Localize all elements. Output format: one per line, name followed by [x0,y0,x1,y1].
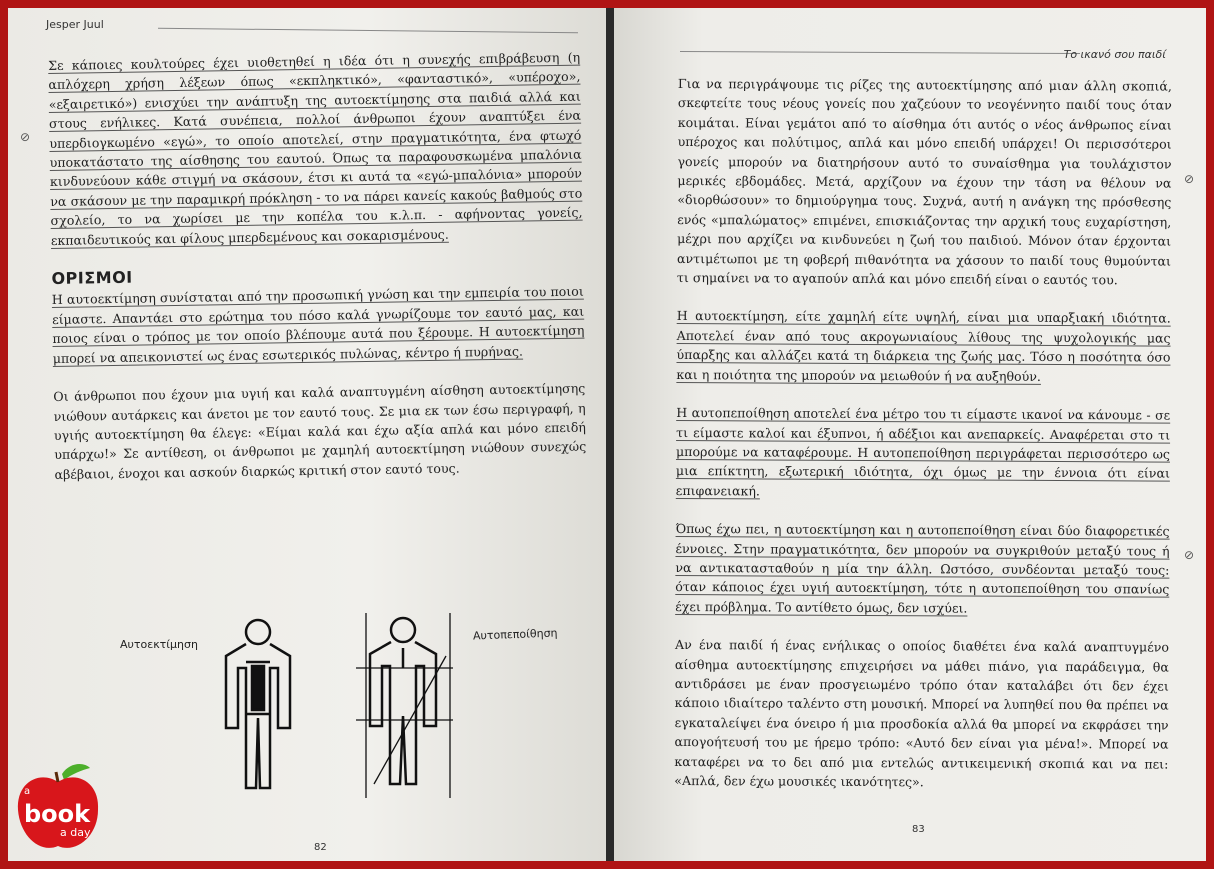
logo-text-top: a [24,786,31,797]
paragraph: Η αυτοεκτίμηση, είτε χαμηλή είτε υψηλή, είναι μια υπαρξιακή ιδιότητα. Αποτελεί έναν από τους ακρογωνιαίους λίθους της ψυχολογικής μας ύπαρξης και αλλάζει κατά τη διάρκεια της ζωής μας. Τόσο η ποσότητα όσο και η ποιότητα της μπορούν να μειωθούν ή να αυξηθούν. [676,308,1171,384]
paragraph: Η αυτοπεποίθηση αποτελεί ένα μέτρο του τι είμαστε ικανοί να κάνουμε - σε τι είμαστε καλοί και έξυπνοι, ή αδέξιοι και ανεπαρκείς. Αναφέρεται στο τι μπορούμε να καταφέρουμε. Η αυτοπεποίθηση περιγράφεται περισσότερο ως μια επίκτητη, εξωτερική ιδιότητα, όχι όμως με την έννοια ότι είναι επιφανειακή. [675,405,1171,499]
a-book-a-day-logo [10,760,105,855]
margin-checkmark-icon: ⊘ [1184,172,1195,186]
section-heading: ΟΡΙΣΜΟΙ [51,267,133,289]
apple-icon [10,760,105,855]
header-rule [158,28,578,33]
right-page-text [674,74,1172,812]
paragraph: Σε κάποιες κουλτούρες έχει υιοθετηθεί η ιδέα ότι η συνεχής επιβράβευση (η απλόχερη χρήση λέξεων όπως «εκπληκτικό», «φανταστικό», «υπέροχο», «εξαιρετικό») ενισχύει την ανάπτυξη της αυτοεκτίμησης στα παιδιά αλλά και στους ενήλικες. Κατά συνέπεια, πολλοί άνθρωποι έχουν αναπτύξει ένα υπερδιογκωμένο «εγώ», το οποίο αποτελεί, στην πραγματικότητα, ένα φτωχό υποκατάστατο της αίσθησης του εαυτού. Όπως τα παραφουσκωμένα μπαλόνια κινδυνεύουν κάθε στιγμή να σκάσουν, έτσι κι αυτά τα «εγώ-μπαλόνια» μπορούν να σκάσουν με την παραμικρή πρόκληση - το να πάρει κανείς κακούς βαθμούς στο σχολείο, το να χωρίσει με την κοπέλα του κ.λ.π. - αφήνοντας γονείς, εκπαιδευτικούς και φίλους μπερδεμένους και σοκαρισμένους. [48,49,583,248]
person-pillar-icon [226,620,290,788]
book-spread [8,8,1206,861]
paragraph: Όπως έχω πει, η αυτοεκτίμηση και η αυτοπεποίθηση είναι δύο διαφορετικές έννοιες. Στην πραγματικότητα, δεν μπορούν να συγκριθούν μεταξύ τους ή να αντικατασταθούν η μία την άλλη. Ωστόσο, συνδέονται μεταξύ τους: όταν κάποιος έχει υγιή αυτοεκτίμηση, τότε η αυτοπεποίθηση του σπανίως έχει πρόβλημα. Το αντίθετο όμως, δεν ισχύει. [675,521,1170,616]
paragraph: Αν ένα παιδί ή ένας ενήλικας ο οποίος διαθέτει ένα καλά αναπτυγμένο αίσθημα αυτοεκτίμησης επιχειρήσει να μάθει πιάνο, για παράδειγμα, θα αντιδράσει με έναν προσγειωμένο τρόπο όταν καταλάβει ότι δεν έχει κάποιο ιδιαίτερο ταλέντο στη μουσική. Μπορεί να λυπηθεί που θα πρέπει να εγκαταλείψει ένα όνειρο ή μια προσδοκία αλλά θα μπορεί να εκφράσει την απογοήτευσή του με ήρεμο τρόπο: «Αυτό δεν είναι για μένα!». Μπορεί να καταφέρει να το δει από μια εντελώς αντικειμενική σκοπιά και να πει: «Απλά, δεν έχω μουσικές ικανότητες». [674,637,1170,790]
running-head-author: Jesper Juul [46,18,104,31]
figure-label-self-confidence: Αυτοπεποίθηση [472,626,558,643]
left-page-text [48,48,587,503]
running-head-title: Το ικανό σου παιδί [1063,48,1166,61]
paragraph: Η αυτοεκτίμηση συνίσταται από την προσωπική γνώση και την εμπειρία του ποιοι είμαστε. Απαντάει στο ερώτημα του πόσο καλά γνωρίζουμε τον εαυτό μας, και ποιος είναι ο τρόπος με τον οποίο βλέπουμε αυτά που ξέρουμε. Η αυτοεκτίμηση μπορεί να απεικονιστεί ως ένας εσωτερικός πυλώνας, κέντρο ή πυρήνας. [51,284,585,366]
figure-person-icons [98,608,568,808]
person-grid-icon [370,618,436,784]
paragraph: Οι άνθρωποι που έχουν μια υγιή και καλά αναπτυγμένη αίσθηση αυτοεκτίμησης νιώθουν αυτάρκεις και άνετοι με τον εαυτό τους. Σε μια εκ των έσω περιγραφή, η υγιής αυτοεκτίμηση θα έλεγε: «Είμαι καλά και έχω αξία απλά και μόνο επειδή υπάρχω!» Σε αντίθεση, οι άνθρωποι με χαμηλή αυτοεκτίμηση νιώθουν συνεχώς αβέβαιοι, ένοχοι και ασκούν διαρκώς κριτική στον εαυτό τους. [53,380,587,482]
margin-checkmark-icon: ⊘ [1184,548,1195,562]
figure-label-self-esteem: Αυτοεκτίμηση [120,638,198,651]
header-rule [680,51,1080,54]
right-page [614,8,1206,861]
page-number-right: 83 [912,824,925,835]
logo-text-bottom: a day [60,826,91,839]
left-page [8,8,606,861]
figure-self-esteem-vs-confidence [98,608,568,808]
page-number-left: 82 [314,842,327,853]
paragraph: Για να περιγράψουμε τις ρίζες της αυτοεκτίμησης από μιαν άλλη σκοπιά, σκεφτείτε τους νέους γονείς που χαζεύουν το νεογέννητο παιδί τους όταν κοιμάται. Είναι γεμάτοι από το αίσθημα ότι αυτός ο νέος άνθρωπος είναι υπέροχος και πολύτιμος, απλά και μόνο επειδή υπάρχει! Οι περισσότεροι γονείς μπορούν να διατηρήσουν αυτό το συναίσθημα για τουλάχιστον μερικές εβδομάδες. Μετά, αρχίζουν να έχουν την τάση να θέλουν να «διορθώσουν» το δημιούργημα τους. Συχνά, αυτή η ανάγκη της πρόσθεσης ενός «μπαλώματος» επιμένει, επισκιάζοντας την αρχική τους ευχαρίστηση, μέχρι που αρχίζει να κινδυνεύει η ζωή του παιδιού. Μόνον όταν έρχονται αντιμέτωποι με τη φοβερή πιθανότητα να χάσουν το παιδί τους θυμούνται τι σημαίνει να το αγαπούν απλά και μόνο επειδή είναι ο εαυτός του. [676,75,1172,288]
logo-text-main: book [24,800,91,828]
margin-checkmark-icon: ⊘ [20,130,31,144]
